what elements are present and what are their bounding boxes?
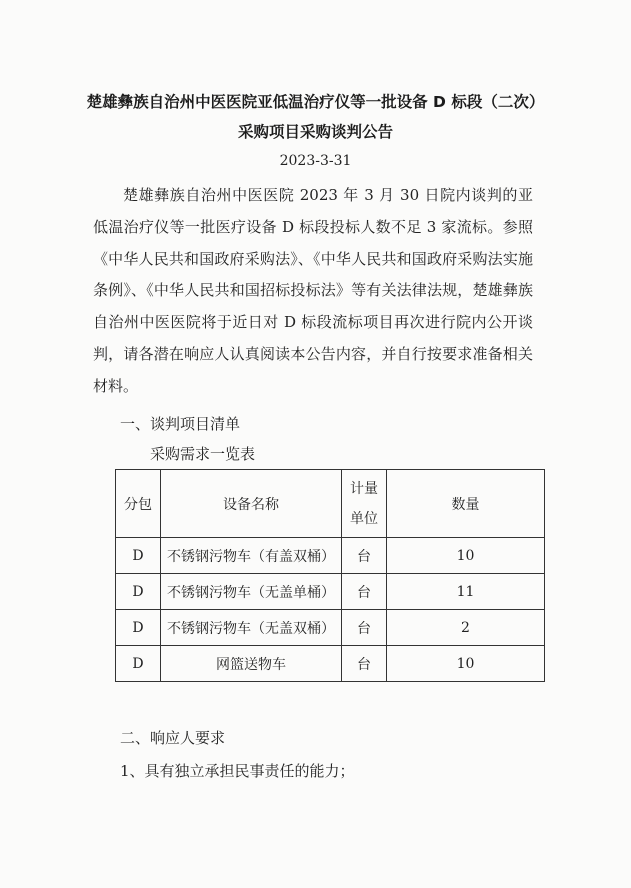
- header-unit: [342, 470, 387, 538]
- requirements-table: [115, 469, 545, 682]
- cell-unit: 台: [342, 574, 387, 610]
- cell-quantity: 11: [387, 574, 545, 610]
- header-quantity: 数量: [387, 470, 545, 538]
- cell-equipment-name: 不锈钢污物车（无盖双桶）: [161, 610, 342, 646]
- table-row: [116, 646, 545, 682]
- cell-equipment-name: 网篮送物车: [161, 646, 342, 682]
- table-row: [116, 574, 545, 610]
- table-row: [116, 538, 545, 574]
- cell-quantity: 2: [387, 610, 545, 646]
- cell-quantity: 10: [387, 646, 545, 682]
- header-equipment-name: 设备名称: [161, 470, 342, 538]
- cell-unit: 台: [342, 610, 387, 646]
- cell-equipment-name: 不锈钢污物车（无盖单桶）: [161, 574, 342, 610]
- intro-paragraph: 楚雄彝族自治州中医医院 2023 年 3 月 30 日院内谈判的亚低温治疗仪等一批医疗设备 D 标段投标人数不足 3 家流标。参照《中华人民共和国政府采购法》、《中华人民共和国政府采购法实施条例》、《中华人民共和国招标投标法》等有关法律法规，楚雄彝族自治州中医医院将于近日对 D 标段流标项目再次进行院内公开谈判，请各潜在响应人认真阅读本公告内容，并自行按要求准备相关材料。: [93, 186, 533, 395]
- cell-package: D: [116, 610, 161, 646]
- table-row: [116, 610, 545, 646]
- cell-unit: 台: [342, 538, 387, 574]
- title-line-1: 楚雄彝族自治州中医医院亚低温治疗仪等一批设备 D 标段（二次）: [86, 93, 545, 111]
- cell-package: D: [116, 538, 161, 574]
- table-caption: 采购需求一览表: [150, 445, 256, 463]
- cell-unit: 台: [342, 646, 387, 682]
- requirement-item-1: 1、具有独立承担民事责任的能力；: [120, 762, 355, 780]
- section-1-heading: 一、谈判项目清单: [120, 415, 241, 433]
- cell-package: D: [116, 646, 161, 682]
- header-unit-line-2: 单位: [350, 510, 378, 527]
- table-header-row: [116, 470, 545, 538]
- header-package: 分包: [116, 470, 161, 538]
- cell-package: D: [116, 574, 161, 610]
- publish-date: 2023-3-31: [279, 153, 352, 169]
- header-unit-line-1: 计量: [350, 480, 378, 497]
- section-2-heading: 二、响应人要求: [120, 729, 226, 747]
- cell-equipment-name: 不锈钢污物车（有盖双桶）: [161, 538, 342, 574]
- title-line-2: 采购项目采购谈判公告: [237, 123, 393, 141]
- cell-quantity: 10: [387, 538, 545, 574]
